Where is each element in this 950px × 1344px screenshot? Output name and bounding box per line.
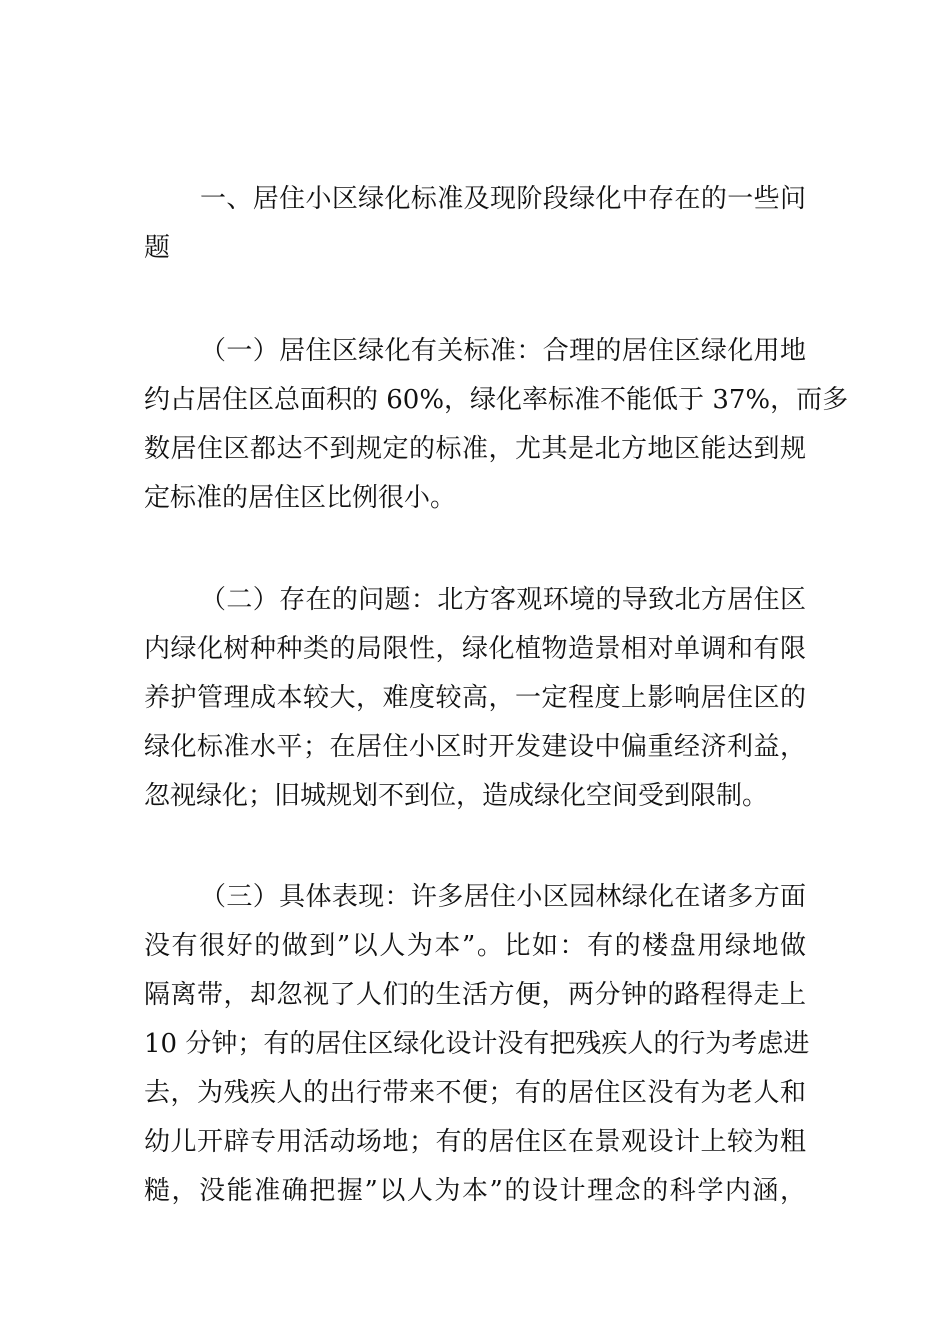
section-heading-line-1: 一、居住小区绿化标准及现阶段绿化中存在的一些问 — [200, 184, 806, 214]
paragraph-1-line-3: 数居住区都达不到规定的标准，尤其是北方地区能达到规 — [144, 434, 806, 464]
paragraph-2-line-3: 养护管理成本较大，难度较高，一定程度上影响居住区的 — [144, 683, 806, 713]
paragraph-2-line-4: 绿化标准水平；在居住小区时开发建设中偏重经济利益， — [144, 732, 806, 762]
paragraph-3-line-5: 去，为残疾人的出行带来不便；有的居住区没有为老人和 — [144, 1078, 806, 1108]
section-heading-line-2: 题 — [144, 233, 171, 263]
paragraph-2-line-5: 忽视绿化；旧城规划不到位，造成绿化空间受到限制。 — [144, 781, 769, 811]
paragraph-3-line-7: 糙，没能准确把握”以人为本”的设计理念的科学内涵， — [144, 1176, 806, 1206]
paragraph-1-line-2: 约占居住区总面积的 60%，绿化率标准不能低于 37%，而多 — [144, 385, 849, 415]
paragraph-1-line-4: 定标准的居住区比例很小。 — [144, 483, 457, 513]
paragraph-3-line-4: 10 分钟；有的居住区绿化设计没有把残疾人的行为考虑进 — [144, 1029, 810, 1059]
paragraph-2-line-2: 内绿化树种种类的局限性，绿化植物造景相对单调和有限 — [144, 634, 806, 664]
paragraph-3-line-6: 幼儿开辟专用活动场地；有的居住区在景观设计上较为粗 — [144, 1127, 806, 1157]
paragraph-3-line-1: （三）具体表现：许多居住小区园林绿化在诸多方面 — [200, 882, 806, 912]
paragraph-3-line-3: 隔离带，却忽视了人们的生活方便，两分钟的路程得走上 — [144, 980, 806, 1010]
paragraph-2-line-1: （二）存在的问题：北方客观环境的导致北方居住区 — [200, 585, 806, 615]
paragraph-3-line-2: 没有很好的做到”以人为本”。比如：有的楼盘用绿地做 — [144, 931, 806, 961]
paragraph-1-line-1: （一）居住区绿化有关标准：合理的居住区绿化用地 — [200, 336, 806, 366]
